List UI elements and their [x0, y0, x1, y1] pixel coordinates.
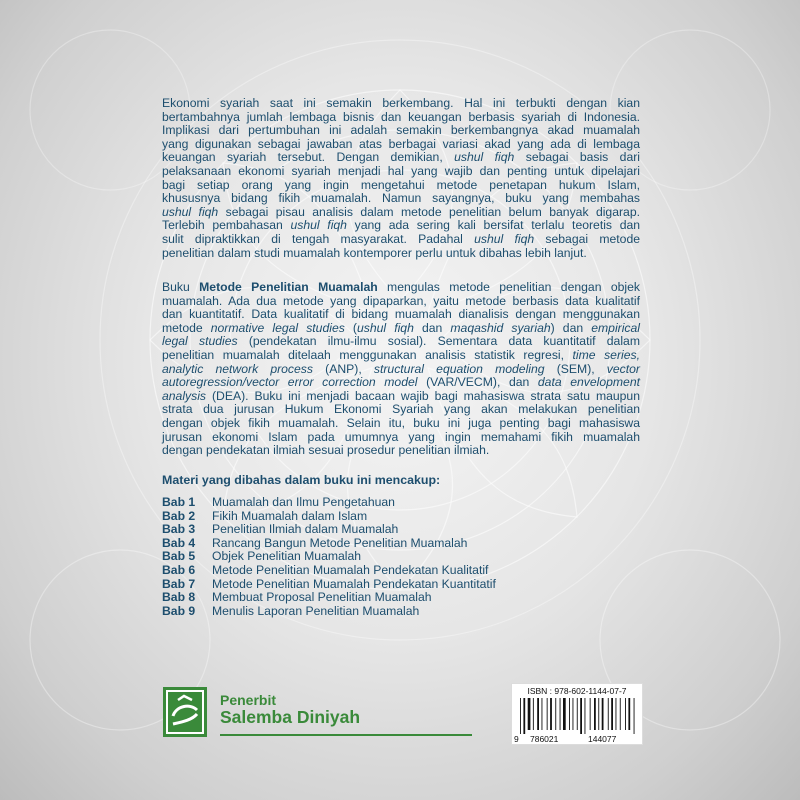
- chapter-title: Metode Penelitian Muamalah Pendekatan Kualitatif: [212, 562, 489, 577]
- isbn-label: ISBN : 978-602-1144-07-7: [527, 686, 627, 696]
- barcode-bars: [518, 698, 636, 734]
- barcode-bar: [577, 698, 578, 730]
- italic-term: maqashid syariah: [450, 320, 551, 335]
- italic-term: ushul fiqh: [474, 231, 535, 246]
- italic-term: analysis: [162, 388, 207, 403]
- barcode-bar: [542, 698, 543, 730]
- italic-term: analytic network process: [162, 361, 313, 376]
- barcode-bar: [573, 698, 574, 730]
- barcode-digits-right: 144077: [588, 734, 617, 744]
- barcode-bar: [608, 698, 609, 730]
- chapter-number: Bab 8: [162, 590, 196, 605]
- barcode-bar: [598, 698, 599, 730]
- chapter-number: Bab 6: [162, 562, 196, 577]
- italic-term: time series,: [572, 347, 640, 362]
- chapter-title: Rancang Bangun Metode Penelitian Muamalah: [212, 535, 468, 550]
- chapter-title: Membuat Proposal Penelitian Muamalah: [212, 590, 432, 605]
- barcode-bar: [550, 698, 552, 730]
- chapter-number: Bab 4: [162, 535, 196, 550]
- chapter-number: Bab 5: [162, 549, 196, 564]
- paragraph-line: khususnya bidang fikih muamalah. Namun sayangnya, buku yang membahas: [162, 191, 640, 206]
- chapter-number: Bab 1: [162, 495, 196, 509]
- chapter-item: [162, 578, 582, 592]
- chapter-number: Bab 7: [162, 576, 196, 591]
- chapter-item: [162, 591, 582, 605]
- chapter-title: Fikih Muamalah dalam Islam: [212, 508, 368, 523]
- paragraph-line: metode normative legal studies (ushul fiqh dan maqashid syariah) dan empirical: [162, 320, 640, 335]
- barcode-bar: [569, 698, 570, 730]
- paragraph-line: muamalah. Ada dua metode yang dipaparkan, yaitu metode berbasis data kualitatif: [162, 293, 640, 308]
- paragraph-line: sulit dipraktikkan di tengah masyarakat. Padahal ushul fiqh sebagai metode: [162, 231, 641, 246]
- barcode-bar: [547, 698, 548, 730]
- chapter-number: Bab 9: [162, 603, 196, 618]
- chapter-item: [162, 564, 582, 578]
- publisher-underline: [220, 734, 472, 736]
- publisher-label: Penerbit: [220, 692, 277, 708]
- isbn-barcode: [511, 683, 643, 745]
- intro-paragraph: [162, 97, 640, 260]
- paragraph-line: Buku Metode Penelitian Muamalah mengulas metode penelitian dengan objek: [162, 280, 640, 294]
- paragraph-line: ushul fiqh sebagai pisau analisis dalam metode penelitian belum banyak digarap.: [162, 204, 640, 219]
- italic-term: data envelopment: [537, 375, 641, 390]
- paragraph-line: jurusan ekonomi Islam pada umumnya yang ingin memahami fikih muamalah: [162, 429, 640, 444]
- chapter-number: Bab 2: [162, 508, 196, 523]
- paragraph-line: dan kuantitatif. Data kualitatif di bidang muamalah dianalisis dengan menggunakan: [162, 307, 640, 322]
- italic-term: normative legal studies: [210, 320, 345, 335]
- barcode-bar: [602, 698, 604, 730]
- chapter-title: Penelitian Ilmiah dalam Muamalah: [212, 522, 399, 537]
- salemba-diniyah-logo-icon: [162, 686, 208, 738]
- italic-term: ushul fiqh: [162, 204, 219, 219]
- chapter-list: [162, 496, 582, 618]
- chapter-item: [162, 537, 582, 551]
- barcode-bar: [563, 698, 566, 730]
- barcode-bar: [620, 698, 621, 730]
- paragraph-line: bertambahnya jumlah lembaga bisnis dan keuangan berbasis syariah di Indonesia.: [162, 109, 640, 124]
- barcode-bar: [537, 698, 539, 730]
- barcode-bar: [585, 698, 586, 734]
- chapter-title: Menulis Laporan Penelitian Muamalah: [212, 603, 420, 618]
- barcode-bar: [628, 698, 630, 730]
- barcode-bar: [580, 698, 582, 734]
- chapter-title: Muamalah dan Ilmu Pengetahuan: [212, 495, 395, 509]
- chapter-number: Bab 3: [162, 522, 196, 537]
- paragraph-line: bagi setiap orang yang ingin mengetahui metode penetapan hukum Islam,: [162, 177, 640, 192]
- paragraph-line: Implikasi dari pertumbuhan ini adalah semakin berkembangnya akad muamalah: [162, 123, 640, 138]
- barcode-bar: [625, 698, 626, 730]
- chapter-list-heading: Materi yang dibahas dalam buku ini mencakup:: [162, 473, 441, 487]
- barcode-digits-left: 786021: [530, 734, 559, 744]
- paragraph-line: Ekonomi syariah saat ini semakin berkembang. Hal ini terbukti dengan kian: [162, 96, 640, 110]
- barcode-bar: [528, 698, 531, 730]
- chapter-item: [162, 496, 582, 510]
- paragraph-line: strata dua jurusan Hukum Ekonomi Syariah yang akan melakukan penelitian: [162, 402, 640, 417]
- italic-term: ushul fiqh: [356, 320, 414, 335]
- italic-term: ushul fiqh: [454, 150, 515, 165]
- publisher-name: Salemba Diniyah: [220, 707, 361, 727]
- book-description-paragraph: [162, 281, 640, 458]
- barcode-lead-digit: 9: [514, 734, 519, 744]
- paragraph-line: yang digunakan sebagai jawaban atas berbagai variasi akad yang ada di lembaga: [162, 136, 640, 151]
- barcode-bar: [555, 698, 556, 730]
- paragraph-line: keuangan syariah tersebut. Dengan demikian, ushul fiqh sebagai basis dari: [162, 150, 641, 165]
- barcode-bar: [590, 698, 591, 730]
- paragraph-line: penelitian muamalah ditelaah menggunakan analisis statistik regresi, time series,: [162, 347, 640, 362]
- chapter-item: [162, 550, 582, 564]
- paragraph-line: dengan objek fikih muamalah. Selain itu, buku ini juga penting bagi mahasiswa: [162, 415, 640, 430]
- italic-term: vector: [606, 361, 640, 376]
- chapter-item: [162, 605, 582, 619]
- paragraph-line: legal studies (pendekatan ilmu-ilmu sosial). Sementara data kuantitatif dalam: [162, 334, 640, 349]
- barcode-bar: [523, 698, 525, 734]
- barcode-bar: [616, 698, 617, 730]
- barcode-bar: [634, 698, 635, 734]
- chapter-title: Objek Penelitian Muamalah: [212, 549, 362, 564]
- italic-term: ushul fiqh: [290, 218, 347, 233]
- barcode-bar: [611, 698, 613, 730]
- barcode-bar: [594, 698, 596, 730]
- chapter-item: [162, 523, 582, 537]
- italic-term: empirical: [591, 320, 640, 335]
- barcode-bar: [533, 698, 534, 730]
- paragraph-line: autoregression/vector error correction model (VAR/VECM), dan data envelopment: [162, 375, 641, 390]
- chapter-title: Metode Penelitian Muamalah Pendekatan Kuantitatif: [212, 576, 496, 591]
- publisher-block: [162, 686, 482, 738]
- paragraph-line: pelaksanaan ekonomi syariah menjadi hal yang wajib dan penting untuk dipelajari: [162, 163, 640, 178]
- paragraph-line: analysis (DEA). Buku ini menjadi bacaan wajib bagi mahasiswa strata satu maupun: [162, 388, 640, 403]
- paragraph-line: Terlebih pembahasan ushul fiqh yang ada sering kali bersifat terlalu teoretis dan: [162, 218, 641, 233]
- barcode-bar: [560, 698, 561, 730]
- italic-term: autoregression/vector error correction model: [162, 375, 418, 390]
- paragraph-line: penelitian dalam studi muamalah kontemporer perlu untuk dibahas lebih lanjut.: [162, 245, 587, 260]
- paragraph-line: analytic network process (ANP), structural equation modeling (SEM), vector: [162, 361, 640, 376]
- book-title-bold: Metode Penelitian Muamalah: [199, 280, 378, 294]
- italic-term: structural equation modeling: [373, 361, 545, 376]
- italic-term: legal studies: [162, 334, 238, 349]
- barcode-bar: [520, 698, 521, 734]
- chapter-item: [162, 510, 582, 524]
- paragraph-line: dengan pendekatan ilmiah sesuai prosedur penelitian ilmiah.: [162, 443, 490, 458]
